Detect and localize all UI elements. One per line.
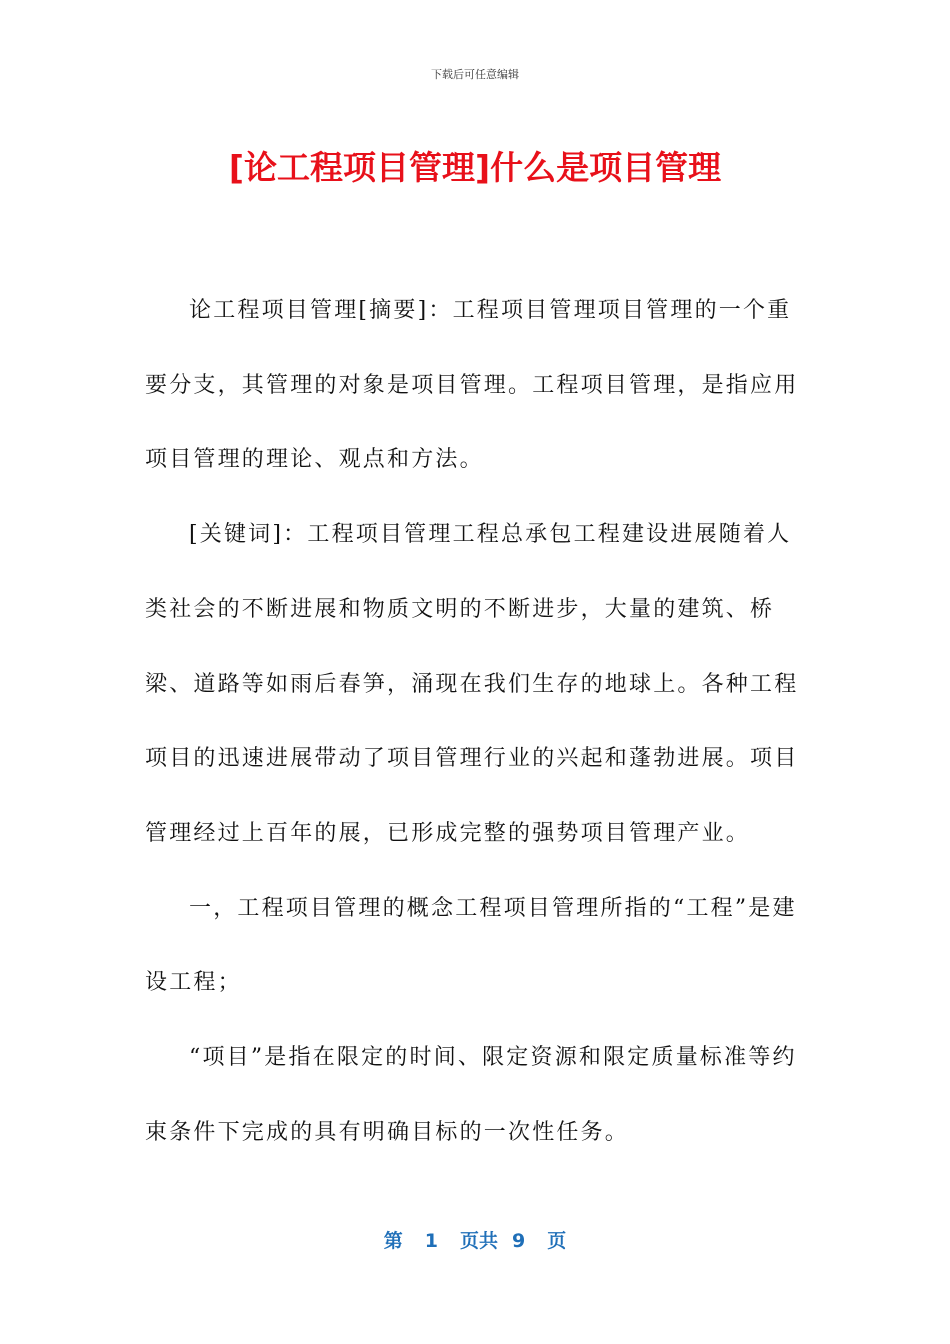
document-body [145, 274, 805, 1170]
footer-page-middle: 页共 [459, 1230, 498, 1252]
footer-page-prefix: 第 [383, 1230, 403, 1252]
paragraph-keywords: [关键词]：工程项目管理工程总承包工程建设进展随着人类社会的不断进展和物质文明的不断进步，大量的建筑、桥梁、道路等如雨后春笋，涌现在我们生存的地球上。各种工程项目的迅速进展带动了项目管理行业的兴起和蓬勃进展。项目管理经过上百年的展，已形成完整的强势项目管理产业。 [145, 522, 799, 846]
document-title: [论工程项目管理]什么是项目管理 [228, 148, 722, 187]
footer-total-pages: 9 [512, 1230, 526, 1252]
header-note: 下载后可任意编辑 [431, 68, 519, 81]
footer-page-suffix: 页 [547, 1230, 567, 1252]
paragraph-project-definition: “项目”是指在限定的时间、限定资源和限定质量标准等约束条件下完成的具有明确目标的一次性任务。 [145, 1045, 797, 1145]
paragraph-abstract: 论工程项目管理[摘要]：工程项目管理项目管理的一个重要分支，其管理的对象是项目管理。工程项目管理，是指应用项目管理的理论、观点和方法。 [145, 298, 799, 473]
paragraph-concept: 一，工程项目管理的概念工程项目管理所指的“工程”是建设工程； [145, 895, 797, 996]
page-footer [0, 1226, 950, 1253]
footer-current-page: 1 [424, 1230, 438, 1252]
